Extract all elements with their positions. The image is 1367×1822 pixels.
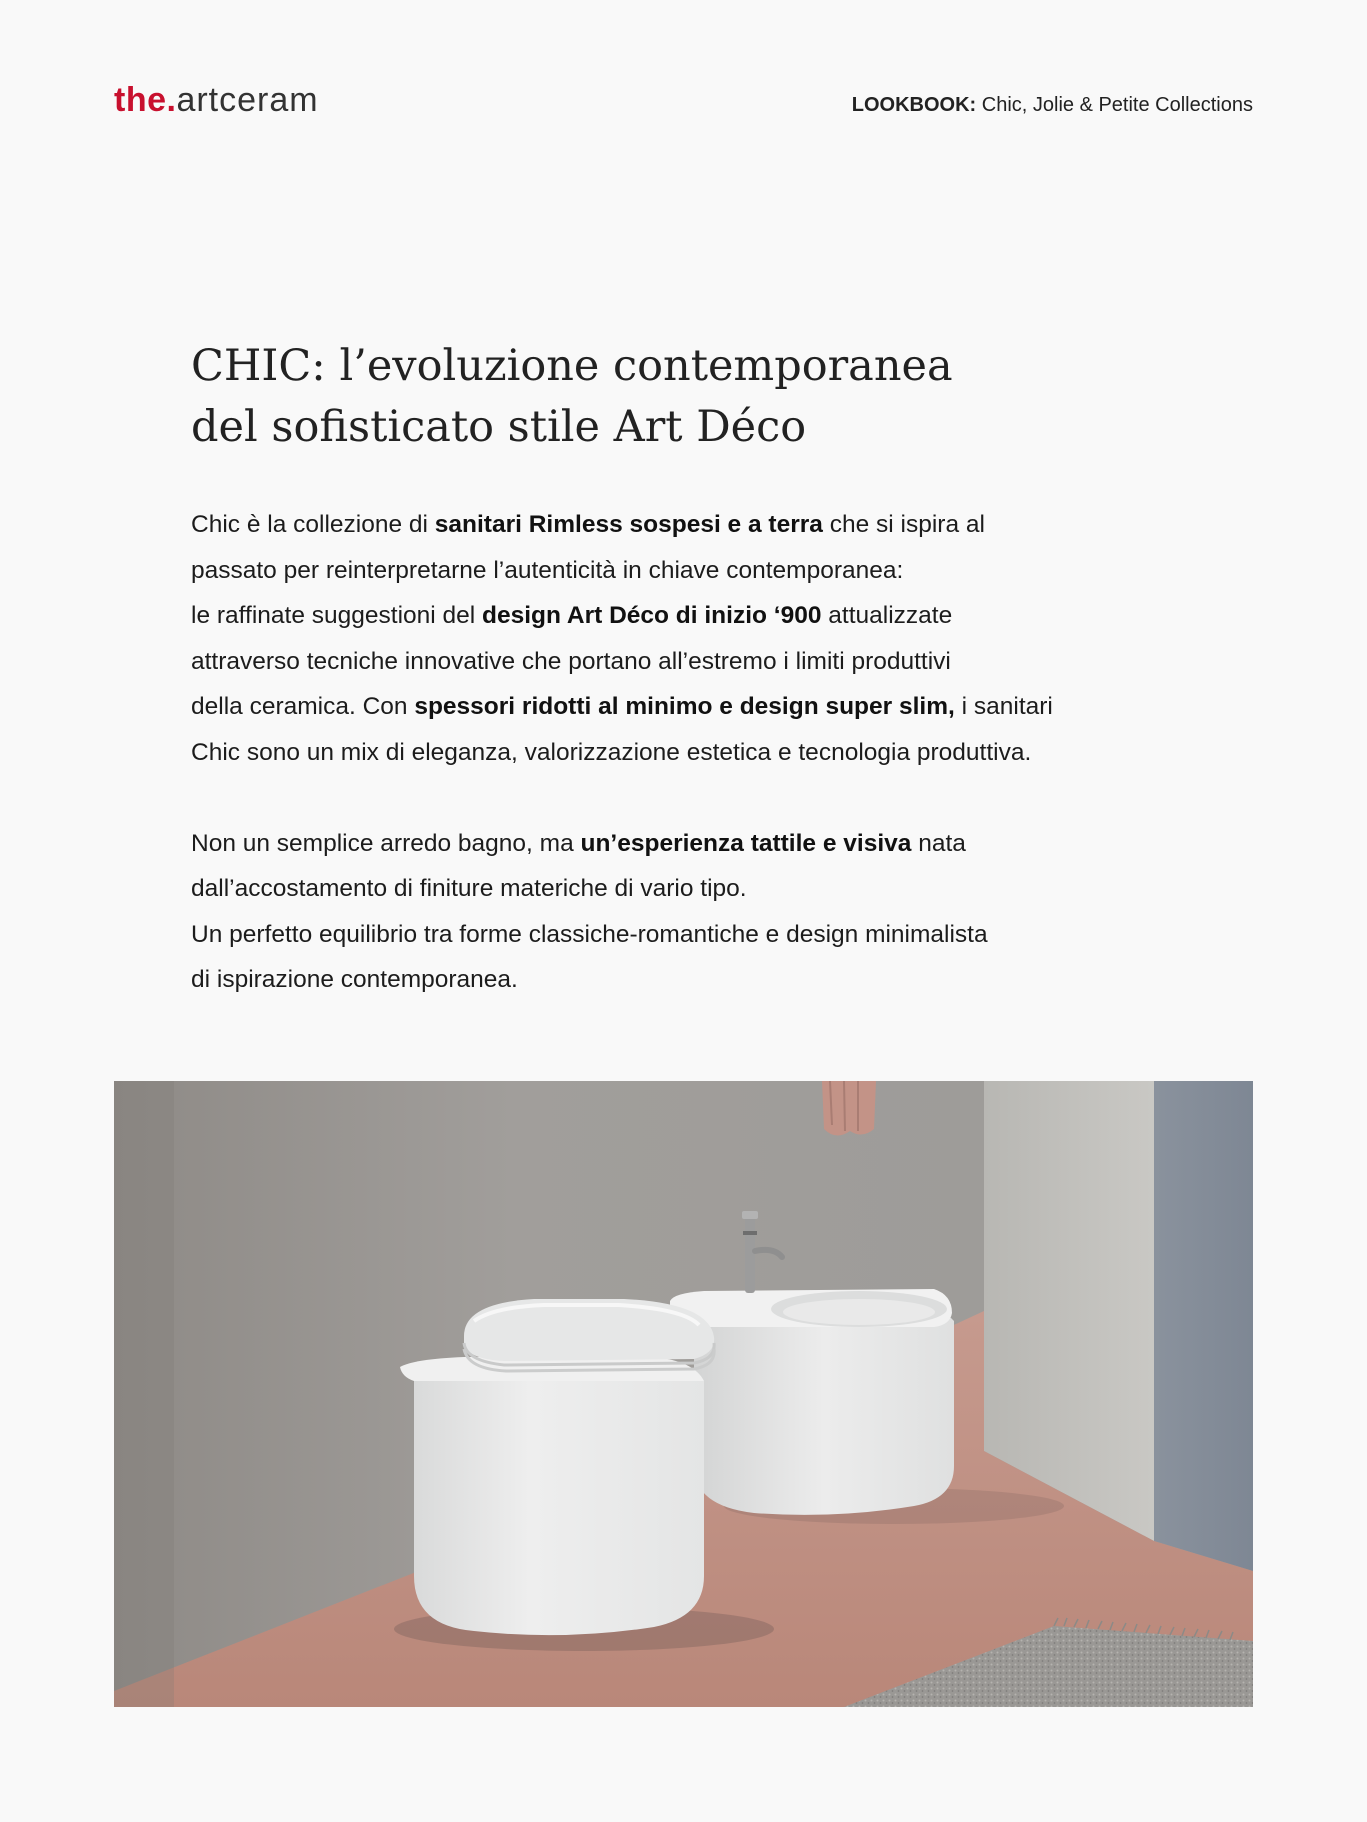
paragraph-intro [191, 502, 1191, 775]
title-line-2: del sofisticato stile Art Déco [191, 402, 807, 452]
artceram-logo[interactable] [114, 80, 319, 120]
title-line-1: CHIC: l’evoluzione contemporanea [191, 341, 953, 391]
lookbook-collections: Chic, Jolie & Petite Collections [976, 94, 1253, 116]
logo-name: artceram [176, 81, 319, 119]
page-title [191, 336, 1091, 458]
text-run: che si ispira al [822, 511, 985, 538]
text-run: Non un semplice arredo bagno, ma [191, 829, 581, 857]
text-run: della ceramica. Con [191, 693, 415, 720]
paragraph-line [191, 684, 1191, 730]
text-run: attualizzate [821, 602, 953, 629]
paragraph-line: di ispirazione contemporanea. [191, 966, 518, 993]
text-run: le raffinate suggestioni del [191, 602, 483, 629]
paragraph-line: Un perfetto equilibrio tra forme classiche-romantiche e design minimalista [191, 920, 988, 948]
bold-run: design Art Déco di inizio ‘900 [482, 602, 822, 629]
text-run: nata [911, 829, 966, 857]
product-photo [114, 1081, 1253, 1707]
paragraph-line [191, 821, 1191, 867]
paragraph-line [191, 502, 1191, 548]
text-run: i sanitari [954, 693, 1053, 720]
paragraph-line: passato per reinterpretarne l’autenticità in chiave contemporanea: [191, 556, 904, 584]
body-text [191, 502, 1191, 1003]
page-header [114, 80, 1253, 130]
paragraph-experience [191, 821, 1191, 1003]
paragraph-line [191, 593, 1191, 639]
bathroom-scene-illustration [114, 1081, 1253, 1707]
bold-run: spessori ridotti al minimo e design super slim, [414, 693, 955, 720]
logo-prefix: the. [114, 81, 177, 119]
paragraph-line: dall’accostamento di finiture materiche di vario tipo. [191, 875, 747, 902]
text-run: Chic è la collezione di [191, 511, 435, 538]
lookbook-caption [852, 92, 1253, 118]
bold-run: un’esperienza tattile e visiva [580, 829, 912, 857]
lookbook-label: LOOKBOOK: [851, 94, 977, 116]
paragraph-line: Chic sono un mix di eleganza, valorizzazione estetica e tecnologia produttiva. [191, 738, 1032, 766]
paragraph-line: attraverso tecniche innovative che portano all’estremo i limiti produttivi [191, 647, 951, 675]
side-wall [1154, 1081, 1253, 1571]
bold-run: sanitari Rimless sospesi e a terra [434, 511, 823, 538]
